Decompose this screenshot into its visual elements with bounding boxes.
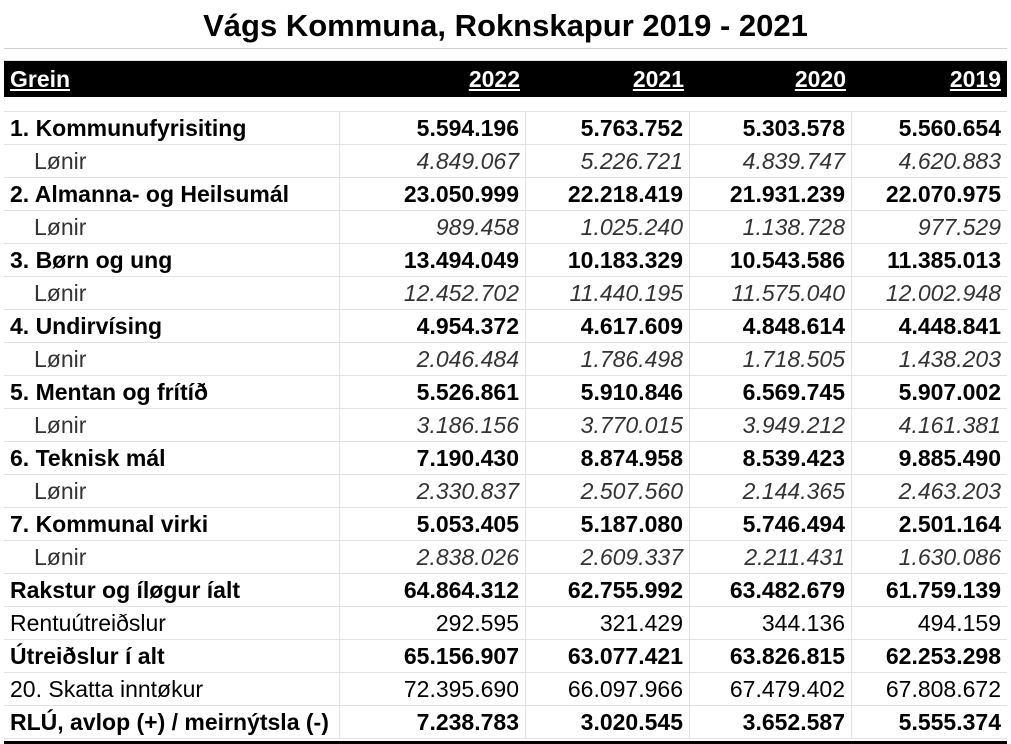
value-cell: 4.849.067 <box>340 145 526 177</box>
value-cell: 1.025.240 <box>526 211 690 243</box>
value-cell: 5.053.405 <box>340 508 526 540</box>
row-label: Lønir <box>4 211 340 243</box>
table-row <box>4 343 1007 376</box>
value-cell: 23.050.999 <box>340 178 526 210</box>
value-cell: 5.560.654 <box>898 115 1001 141</box>
row-label: Útreiðslur í alt <box>4 640 340 672</box>
value-cell: 61.759.139 <box>885 577 1001 603</box>
value-cell: 4.848.614 <box>690 310 852 342</box>
value-cell: 6.569.745 <box>690 376 852 408</box>
value-cell: 5.594.196 <box>340 112 526 144</box>
value-cell: 67.808.672 <box>885 676 1001 702</box>
row-label: 1. Kommunufyrisiting <box>4 112 340 144</box>
table-row <box>4 673 1007 706</box>
row-label: 7. Kommunal virki <box>4 508 340 540</box>
row-label: Rakstur og íløgur íalt <box>4 574 340 606</box>
table-row <box>4 640 1007 673</box>
value-cell: 5.746.494 <box>690 508 852 540</box>
value-cell: 1.718.505 <box>690 343 852 375</box>
value-cell: 4.954.372 <box>340 310 526 342</box>
value-cell: 22.218.419 <box>526 178 690 210</box>
value-cell: 2.046.484 <box>340 343 526 375</box>
value-cell: 344.136 <box>690 607 852 639</box>
row-label: Lønir <box>4 541 340 573</box>
value-cell: 2.838.026 <box>340 541 526 573</box>
value-cell: 8.539.423 <box>690 442 852 474</box>
row-label: Lønir <box>4 409 340 441</box>
row-label: 6. Teknisk mál <box>4 442 340 474</box>
value-cell: 13.494.049 <box>340 244 526 276</box>
value-cell: 2.507.560 <box>526 475 690 507</box>
value-cell: 72.395.690 <box>340 673 526 705</box>
table-row <box>4 277 1007 310</box>
row-label: Lønir <box>4 277 340 309</box>
table-row <box>4 706 1007 739</box>
header-row <box>4 61 1007 97</box>
value-cell: 7.190.430 <box>340 442 526 474</box>
value-cell: 3.020.545 <box>526 706 690 738</box>
value-cell: 10.543.586 <box>690 244 852 276</box>
value-cell: 5.763.752 <box>526 112 690 144</box>
value-cell: 1.438.203 <box>898 346 1001 372</box>
table-row <box>4 574 1007 607</box>
row-label: RLÚ, avlop (+) / meirnýtsla (-) <box>4 706 340 738</box>
row-label: 20. Skatta inntøkur <box>4 673 340 705</box>
value-cell: 5.526.861 <box>340 376 526 408</box>
value-cell: 22.070.975 <box>885 181 1001 207</box>
value-cell: 3.949.212 <box>690 409 852 441</box>
value-cell: 4.161.381 <box>898 412 1001 438</box>
value-cell: 5.303.578 <box>690 112 852 144</box>
table-row <box>4 442 1007 475</box>
row-label: 4. Undirvísing <box>4 310 340 342</box>
value-cell: 67.479.402 <box>690 673 852 705</box>
value-cell: 2.330.837 <box>340 475 526 507</box>
value-cell: 5.226.721 <box>526 145 690 177</box>
value-cell: 2.501.164 <box>898 511 1001 537</box>
value-cell: 1.786.498 <box>526 343 690 375</box>
table-row <box>4 409 1007 442</box>
table-row <box>4 211 1007 244</box>
value-cell: 9.885.490 <box>898 445 1001 471</box>
value-cell: 5.555.374 <box>898 709 1001 735</box>
header-year-2022: 2022 <box>468 66 520 92</box>
table-row <box>4 310 1007 343</box>
value-cell: 12.002.948 <box>885 280 1001 306</box>
value-cell: 5.910.846 <box>526 376 690 408</box>
row-label: Lønir <box>4 475 340 507</box>
value-cell: 1.630.086 <box>898 544 1001 570</box>
value-cell: 63.482.679 <box>690 574 852 606</box>
table-row <box>4 475 1007 508</box>
value-cell: 64.864.312 <box>340 574 526 606</box>
header-year-2019: 2019 <box>949 66 1001 92</box>
value-cell: 2.144.365 <box>690 475 852 507</box>
table-row <box>4 376 1007 409</box>
value-cell: 63.077.421 <box>526 640 690 672</box>
value-cell: 1.138.728 <box>690 211 852 243</box>
row-label: Lønir <box>4 145 340 177</box>
spreadsheet <box>4 4 1007 739</box>
value-cell: 5.187.080 <box>526 508 690 540</box>
value-cell: 977.529 <box>917 214 1001 240</box>
spacer-row <box>4 49 1007 61</box>
value-cell: 4.839.747 <box>690 145 852 177</box>
value-cell: 292.595 <box>340 607 526 639</box>
value-cell: 21.931.239 <box>690 178 852 210</box>
value-cell: 5.907.002 <box>898 379 1001 405</box>
value-cell: 3.652.587 <box>690 706 852 738</box>
value-cell: 63.826.815 <box>690 640 852 672</box>
table-row <box>4 145 1007 178</box>
table-row <box>4 508 1007 541</box>
spacer-row <box>4 97 1007 112</box>
value-cell: 11.575.040 <box>690 277 852 309</box>
row-label: 3. Børn og ung <box>4 244 340 276</box>
header-year-2021: 2021 <box>632 66 684 92</box>
table-row <box>4 541 1007 574</box>
value-cell: 7.238.783 <box>340 706 526 738</box>
value-cell: 4.448.841 <box>898 313 1001 339</box>
header-year-2020: 2020 <box>794 66 846 92</box>
value-cell: 4.617.609 <box>526 310 690 342</box>
value-cell: 8.874.958 <box>526 442 690 474</box>
value-cell: 66.097.966 <box>526 673 690 705</box>
value-cell: 11.440.195 <box>526 277 690 309</box>
value-cell: 62.253.298 <box>885 643 1001 669</box>
table-row <box>4 607 1007 640</box>
sheet-title: Vágs Kommuna, Roknskapur 2019 - 2021 <box>4 4 1007 49</box>
value-cell: 321.429 <box>526 607 690 639</box>
value-cell: 494.159 <box>917 610 1001 636</box>
value-cell: 3.770.015 <box>526 409 690 441</box>
value-cell: 2.609.337 <box>526 541 690 573</box>
table-row <box>4 244 1007 277</box>
value-cell: 989.458 <box>340 211 526 243</box>
value-cell: 11.385.013 <box>887 247 1001 273</box>
value-cell: 65.156.907 <box>340 640 526 672</box>
value-cell: 4.620.883 <box>898 148 1001 174</box>
row-label: 5. Mentan og frítíð <box>4 376 340 408</box>
table-row <box>4 112 1007 145</box>
table-row <box>4 178 1007 211</box>
table-body <box>4 112 1007 739</box>
row-label: 2. Almanna- og Heilsumál <box>4 178 340 210</box>
value-cell: 3.186.156 <box>340 409 526 441</box>
row-label: Rentuútreiðslur <box>4 607 340 639</box>
value-cell: 2.463.203 <box>898 478 1001 504</box>
row-label: Lønir <box>4 343 340 375</box>
value-cell: 62.755.992 <box>526 574 690 606</box>
value-cell: 10.183.329 <box>526 244 690 276</box>
value-cell: 2.211.431 <box>690 541 852 573</box>
header-label: Grein <box>10 66 71 92</box>
value-cell: 12.452.702 <box>340 277 526 309</box>
